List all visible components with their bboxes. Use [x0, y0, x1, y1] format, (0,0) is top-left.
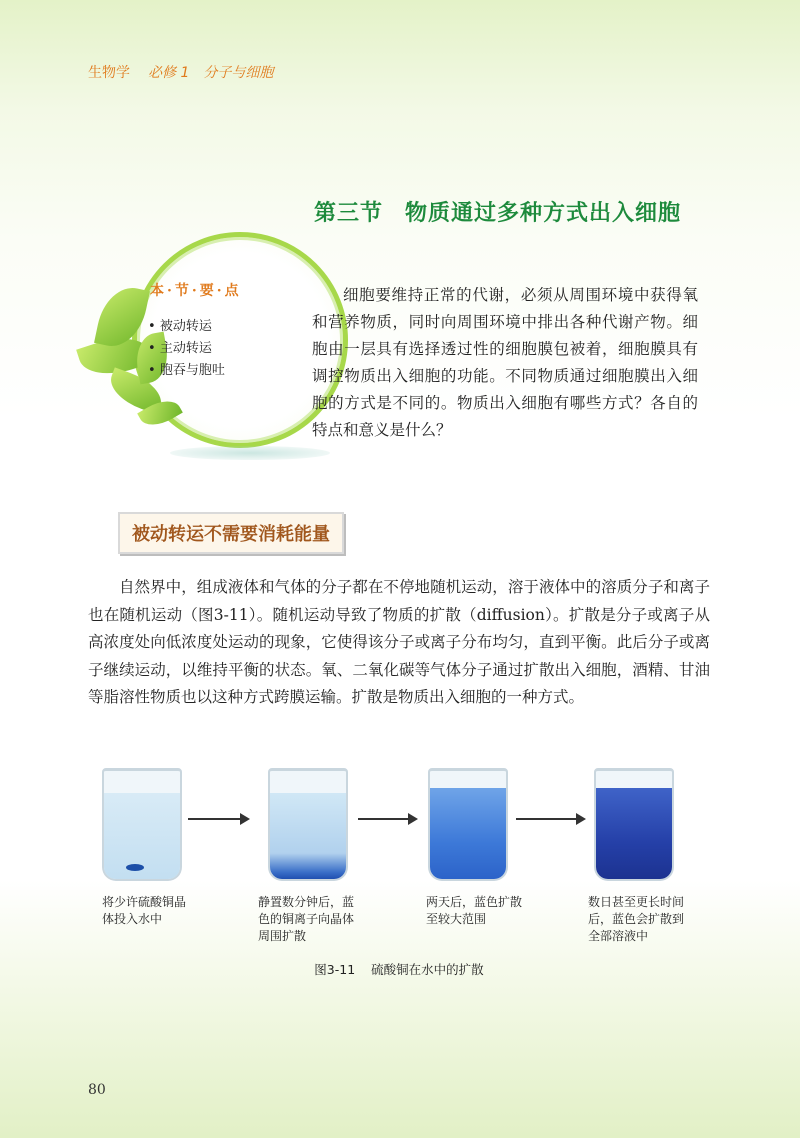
figure-number: 图3-11 — [314, 962, 356, 977]
figure-caption-step: 将少许硫酸铜晶体投入水中 — [102, 895, 187, 926]
keypoint-item: • 主动转运 — [148, 338, 225, 360]
arrow-icon — [516, 818, 584, 820]
arrow-icon — [188, 818, 248, 820]
body-paragraph: 自然界中，组成液体和气体的分子都在不停地随机运动，溶于液体中的溶质分子和离子也在随机运动（图3-11）。随机运动导致了物质的扩散（diffusion）。扩散是分子或离子从高浓度处向低浓度处运动的现象，它使得该分子或离子分布均匀，直到平衡。此后分子或离子继续运动，以维持平衡的状态。氧、二氧化碳等气体分子通过扩散出入细胞，酒精、甘油等脂溶性物质也以这种方式跨膜运输。扩散是物质出入细胞的一种方式。 — [88, 578, 710, 706]
beaker-4 — [594, 768, 674, 881]
figure-caption-step: 静置数分钟后，蓝色的铜离子向晶体周围扩散 — [258, 895, 355, 943]
figure-caption-step: 两天后，蓝色扩散至较大范围 — [426, 895, 523, 926]
ring-shadow — [170, 446, 330, 460]
header-book: 必修 1 分子与细胞 — [148, 65, 274, 81]
beaker-3 — [428, 768, 508, 881]
arrow-icon — [358, 818, 416, 820]
page-number: 80 — [88, 1082, 106, 1098]
section-number: 第三节 — [314, 201, 384, 226]
keypoints-title: 本·节·要·点 — [150, 283, 242, 299]
section-title-text: 物质通过多种方式出入细胞 — [405, 201, 682, 226]
figure-caption — [88, 960, 710, 978]
header-subject: 生物学 — [88, 65, 130, 81]
intro-paragraph: 细胞要维持正常的代谢，必须从周围环境中获得氧和营养物质，同时向周围环境中排出各种代谢产物。细胞由一层具有选择透过性的细胞膜包被着，细胞膜具有调控物质出入细胞的功能。不同物质通过细胞膜出入细胞的方式是不同的。物质出入细胞有哪些方式？各自的特点和意义是什么？ — [312, 286, 698, 439]
keypoints-list — [148, 316, 225, 382]
running-header — [88, 62, 273, 82]
figure-caption-step: 数日甚至更长时间后，蓝色会扩散到全部溶液中 — [588, 895, 685, 943]
keypoint-item: • 胞吞与胞吐 — [148, 360, 225, 382]
figure-title: 硫酸铜在水中的扩散 — [371, 962, 484, 977]
crystal — [126, 864, 144, 871]
subsection-heading: 被动转运不需要消耗能量 — [118, 512, 344, 554]
keypoint-item: • 被动转运 — [148, 316, 225, 338]
figure-3-11 — [88, 760, 710, 990]
section-title — [314, 196, 681, 227]
beaker-2 — [268, 768, 348, 881]
beaker-1 — [102, 768, 182, 881]
